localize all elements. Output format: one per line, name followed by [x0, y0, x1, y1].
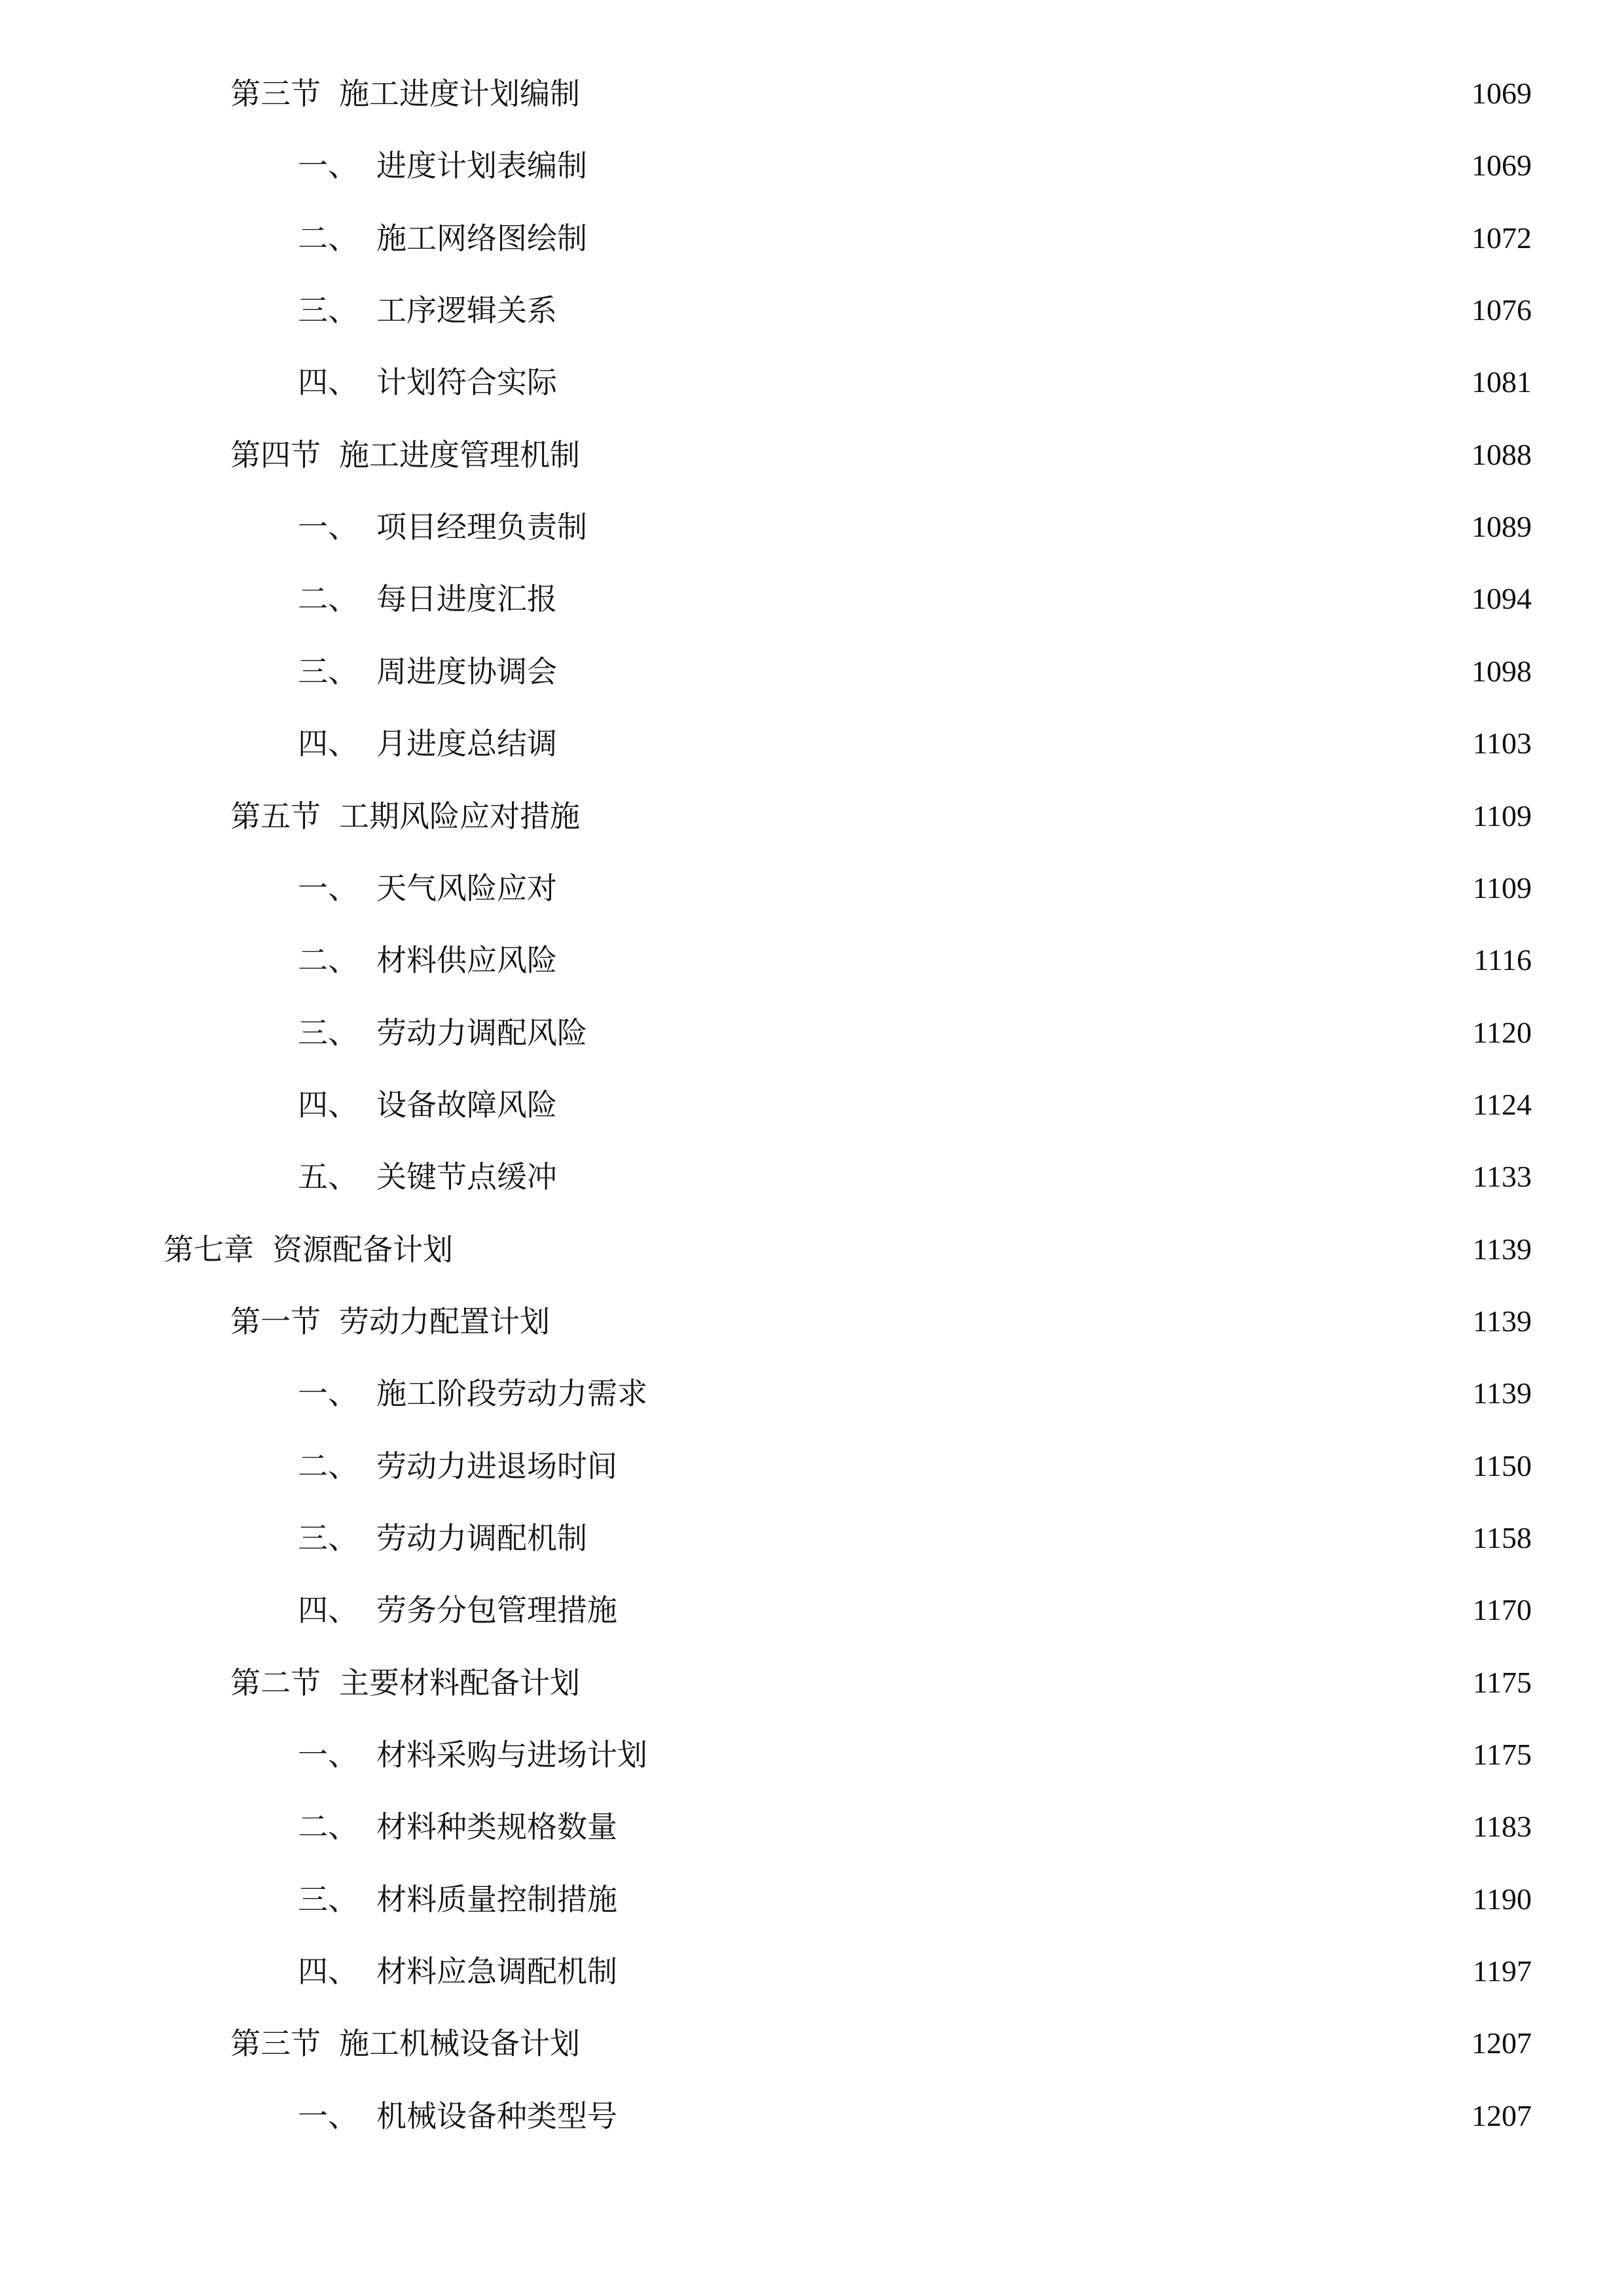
dot-leader — [595, 501, 1457, 553]
toc-entry-title: 每日进度汇报 — [376, 581, 557, 617]
dot-leader — [565, 645, 1457, 698]
toc-entry-page-number: 1103 — [1472, 726, 1532, 761]
dot-leader — [565, 717, 1457, 770]
toc-entry-label: 二、 — [298, 942, 358, 978]
toc-entry-page-number: 1109 — [1472, 870, 1532, 905]
toc-entry-page-number: 1089 — [1471, 510, 1532, 544]
toc-entry[interactable] — [298, 1512, 1532, 1564]
toc-entry-title: 材料质量控制措施 — [376, 1881, 617, 1917]
toc-entry-label: 第二节 — [230, 1664, 321, 1700]
toc-entry-page-number: 1088 — [1471, 437, 1532, 471]
toc-entry-label: 一、 — [298, 509, 358, 545]
toc-entry-title: 施工网络图绘制 — [376, 220, 587, 256]
toc-entry-title: 天气风险应对 — [376, 870, 557, 906]
dot-leader — [565, 862, 1457, 914]
toc-entry-page-number: 1139 — [1472, 1304, 1532, 1338]
toc-entry[interactable] — [298, 717, 1532, 770]
toc-entry[interactable] — [298, 501, 1532, 553]
dot-leader — [565, 356, 1457, 408]
toc-entry-label: 四、 — [298, 1954, 358, 1990]
dot-leader — [565, 1151, 1457, 1203]
dot-leader — [625, 2090, 1457, 2142]
toc-entry-label: 第七章 — [164, 1231, 254, 1267]
dot-leader — [588, 67, 1457, 120]
toc-entry-title: 材料种类规格数量 — [376, 1809, 617, 1845]
toc-entry-page-number: 1120 — [1472, 1015, 1532, 1049]
toc-entry-label: 第一节 — [230, 1303, 321, 1339]
toc-entry-page-number: 1094 — [1471, 582, 1532, 616]
toc-entry[interactable] — [298, 284, 1532, 336]
toc-entry[interactable] — [298, 1945, 1532, 1998]
toc-entry-title: 施工进度计划编制 — [339, 76, 580, 111]
toc-entry-page-number: 1076 — [1471, 293, 1532, 327]
toc-entry-label: 第三节 — [230, 2026, 321, 2062]
toc-entry-page-number: 1109 — [1472, 798, 1532, 833]
toc-entry-label: 一、 — [298, 148, 358, 184]
toc-entry-title: 材料采购与进场计划 — [376, 1737, 647, 1773]
toc-entry[interactable] — [298, 934, 1532, 986]
toc-entry[interactable] — [298, 1151, 1532, 1203]
toc-entry-title: 材料应急调配机制 — [376, 1954, 617, 1990]
toc-entry-title: 劳动力配置计划 — [339, 1303, 550, 1339]
dot-leader — [595, 139, 1457, 192]
toc-entry[interactable] — [164, 1223, 1532, 1276]
dot-leader — [625, 1584, 1457, 1636]
toc-entry-title: 项目经理负责制 — [376, 509, 587, 545]
toc-entry-page-number: 1072 — [1471, 221, 1532, 255]
toc-entry-label: 四、 — [298, 726, 358, 762]
toc-entry[interactable] — [298, 1729, 1532, 1781]
toc-entry[interactable] — [298, 1440, 1532, 1492]
toc-entry-title: 工期风险应对措施 — [339, 798, 580, 834]
toc-entry-label: 一、 — [298, 2098, 358, 2134]
toc-entry-title: 主要材料配备计划 — [339, 1664, 580, 1700]
toc-entry[interactable] — [230, 429, 1532, 481]
dot-leader — [625, 1945, 1457, 1998]
toc-entry-page-number: 1098 — [1471, 654, 1532, 688]
toc-entry[interactable] — [298, 1367, 1532, 1420]
dot-leader — [565, 934, 1457, 986]
toc-entry-title: 机械设备种类型号 — [376, 2098, 617, 2134]
toc-entry-title: 资源配备计划 — [272, 1231, 453, 1267]
toc-entry-page-number: 1207 — [1471, 2098, 1532, 2132]
dot-leader — [565, 573, 1457, 625]
toc-entry[interactable] — [230, 790, 1532, 842]
toc-entry-label: 四、 — [298, 365, 358, 401]
toc-entry-title: 劳动力调配风险 — [376, 1014, 587, 1050]
toc-entry-label: 二、 — [298, 220, 358, 256]
toc-entry-label: 三、 — [298, 1014, 358, 1050]
toc-entry-label: 三、 — [298, 293, 358, 329]
toc-entry-label: 二、 — [298, 1448, 358, 1484]
toc-entry-page-number: 1175 — [1472, 1665, 1532, 1699]
toc-entry-title: 设备故障风险 — [376, 1086, 557, 1122]
dot-leader — [565, 284, 1457, 336]
toc-entry[interactable] — [298, 356, 1532, 408]
toc-entry-title: 施工机械设备计划 — [339, 2026, 580, 2062]
toc-entry-page-number: 1081 — [1471, 365, 1532, 399]
toc-entry-page-number: 1133 — [1472, 1160, 1532, 1194]
dot-leader — [588, 2017, 1457, 2070]
toc-entry-label: 一、 — [298, 870, 358, 906]
dot-leader — [565, 1079, 1457, 1131]
toc-entry-label: 第五节 — [230, 798, 321, 834]
toc-entry[interactable] — [298, 1584, 1532, 1636]
toc-entry-label: 三、 — [298, 1881, 358, 1917]
toc-entry-title: 施工阶段劳动力需求 — [376, 1376, 647, 1412]
toc-entry[interactable] — [230, 2017, 1532, 2070]
toc-entry-page-number: 1170 — [1472, 1593, 1532, 1627]
toc-entry-title: 劳动力进退场时间 — [376, 1448, 617, 1484]
toc-entry-label: 四、 — [298, 1086, 358, 1122]
toc-entry-title: 劳务分包管理措施 — [376, 1592, 617, 1628]
toc-entry-page-number: 1069 — [1471, 149, 1532, 183]
dot-leader — [595, 1512, 1457, 1564]
toc-entry-title: 计划符合实际 — [376, 365, 557, 401]
dot-leader — [595, 1007, 1457, 1059]
toc-entry-title: 工序逻辑关系 — [376, 293, 557, 329]
toc-entry-label: 三、 — [298, 1520, 358, 1556]
dot-leader — [625, 1801, 1457, 1853]
toc-entry-label: 一、 — [298, 1376, 358, 1412]
toc-entry[interactable] — [298, 1007, 1532, 1059]
toc-entry[interactable] — [298, 1873, 1532, 1926]
dot-leader — [625, 1873, 1457, 1926]
toc-entry-page-number: 1150 — [1472, 1448, 1532, 1482]
toc-entry[interactable] — [230, 67, 1532, 120]
toc-entry-label: 二、 — [298, 581, 358, 617]
toc-entry-page-number: 1190 — [1472, 1882, 1532, 1916]
toc-entry-title: 施工进度管理机制 — [339, 437, 580, 473]
toc-entry-page-number: 1183 — [1472, 1810, 1532, 1844]
dot-leader — [558, 1295, 1457, 1348]
toc-entry[interactable] — [298, 212, 1532, 264]
dot-leader — [588, 1657, 1457, 1709]
toc-entry-label: 二、 — [298, 1809, 358, 1845]
toc-entry[interactable] — [298, 1801, 1532, 1853]
toc-entry-label: 第三节 — [230, 76, 321, 111]
toc-entry-title: 周进度协调会 — [376, 653, 557, 689]
toc-entry[interactable] — [230, 1657, 1532, 1709]
toc-entry-label: 第四节 — [230, 437, 321, 473]
toc-entry-title: 关键节点缓冲 — [376, 1159, 557, 1195]
toc-entry-label: 四、 — [298, 1592, 358, 1628]
toc-entry-page-number: 1158 — [1472, 1521, 1532, 1554]
dot-leader — [625, 1440, 1457, 1492]
toc-entry[interactable] — [298, 645, 1532, 698]
toc-entry-page-number: 1175 — [1472, 1738, 1532, 1772]
dot-leader — [588, 429, 1457, 481]
toc-entry-label: 五、 — [298, 1159, 358, 1195]
toc-entry-page-number: 1069 — [1471, 77, 1532, 110]
toc-entry-title: 材料供应风险 — [376, 942, 557, 978]
toc-entry-label: 一、 — [298, 1737, 358, 1773]
toc-entry[interactable] — [298, 862, 1532, 914]
dot-leader — [655, 1367, 1457, 1420]
toc-entry-title: 劳动力调配机制 — [376, 1520, 587, 1556]
toc-entry-page-number: 1139 — [1472, 1232, 1532, 1266]
toc-entry-page-number: 1116 — [1473, 943, 1532, 977]
toc-entry-title: 月进度总结调 — [376, 726, 557, 762]
dot-leader — [595, 212, 1457, 264]
toc-entry-label: 三、 — [298, 653, 358, 689]
toc-entry-page-number: 1124 — [1472, 1087, 1532, 1121]
toc-entry[interactable] — [298, 1079, 1532, 1131]
toc-entry-page-number: 1197 — [1472, 1954, 1532, 1988]
toc-entry[interactable] — [298, 2090, 1532, 2142]
toc-entry[interactable] — [298, 139, 1532, 192]
toc-entry-page-number: 1139 — [1472, 1376, 1532, 1410]
toc-entry[interactable] — [298, 573, 1532, 625]
dot-leader — [588, 790, 1457, 842]
toc-entry[interactable] — [230, 1295, 1532, 1348]
dot-leader — [655, 1729, 1457, 1781]
toc-entry-title: 进度计划表编制 — [376, 148, 587, 184]
toc-entry-page-number: 1207 — [1471, 2026, 1532, 2060]
dot-leader — [461, 1223, 1457, 1276]
